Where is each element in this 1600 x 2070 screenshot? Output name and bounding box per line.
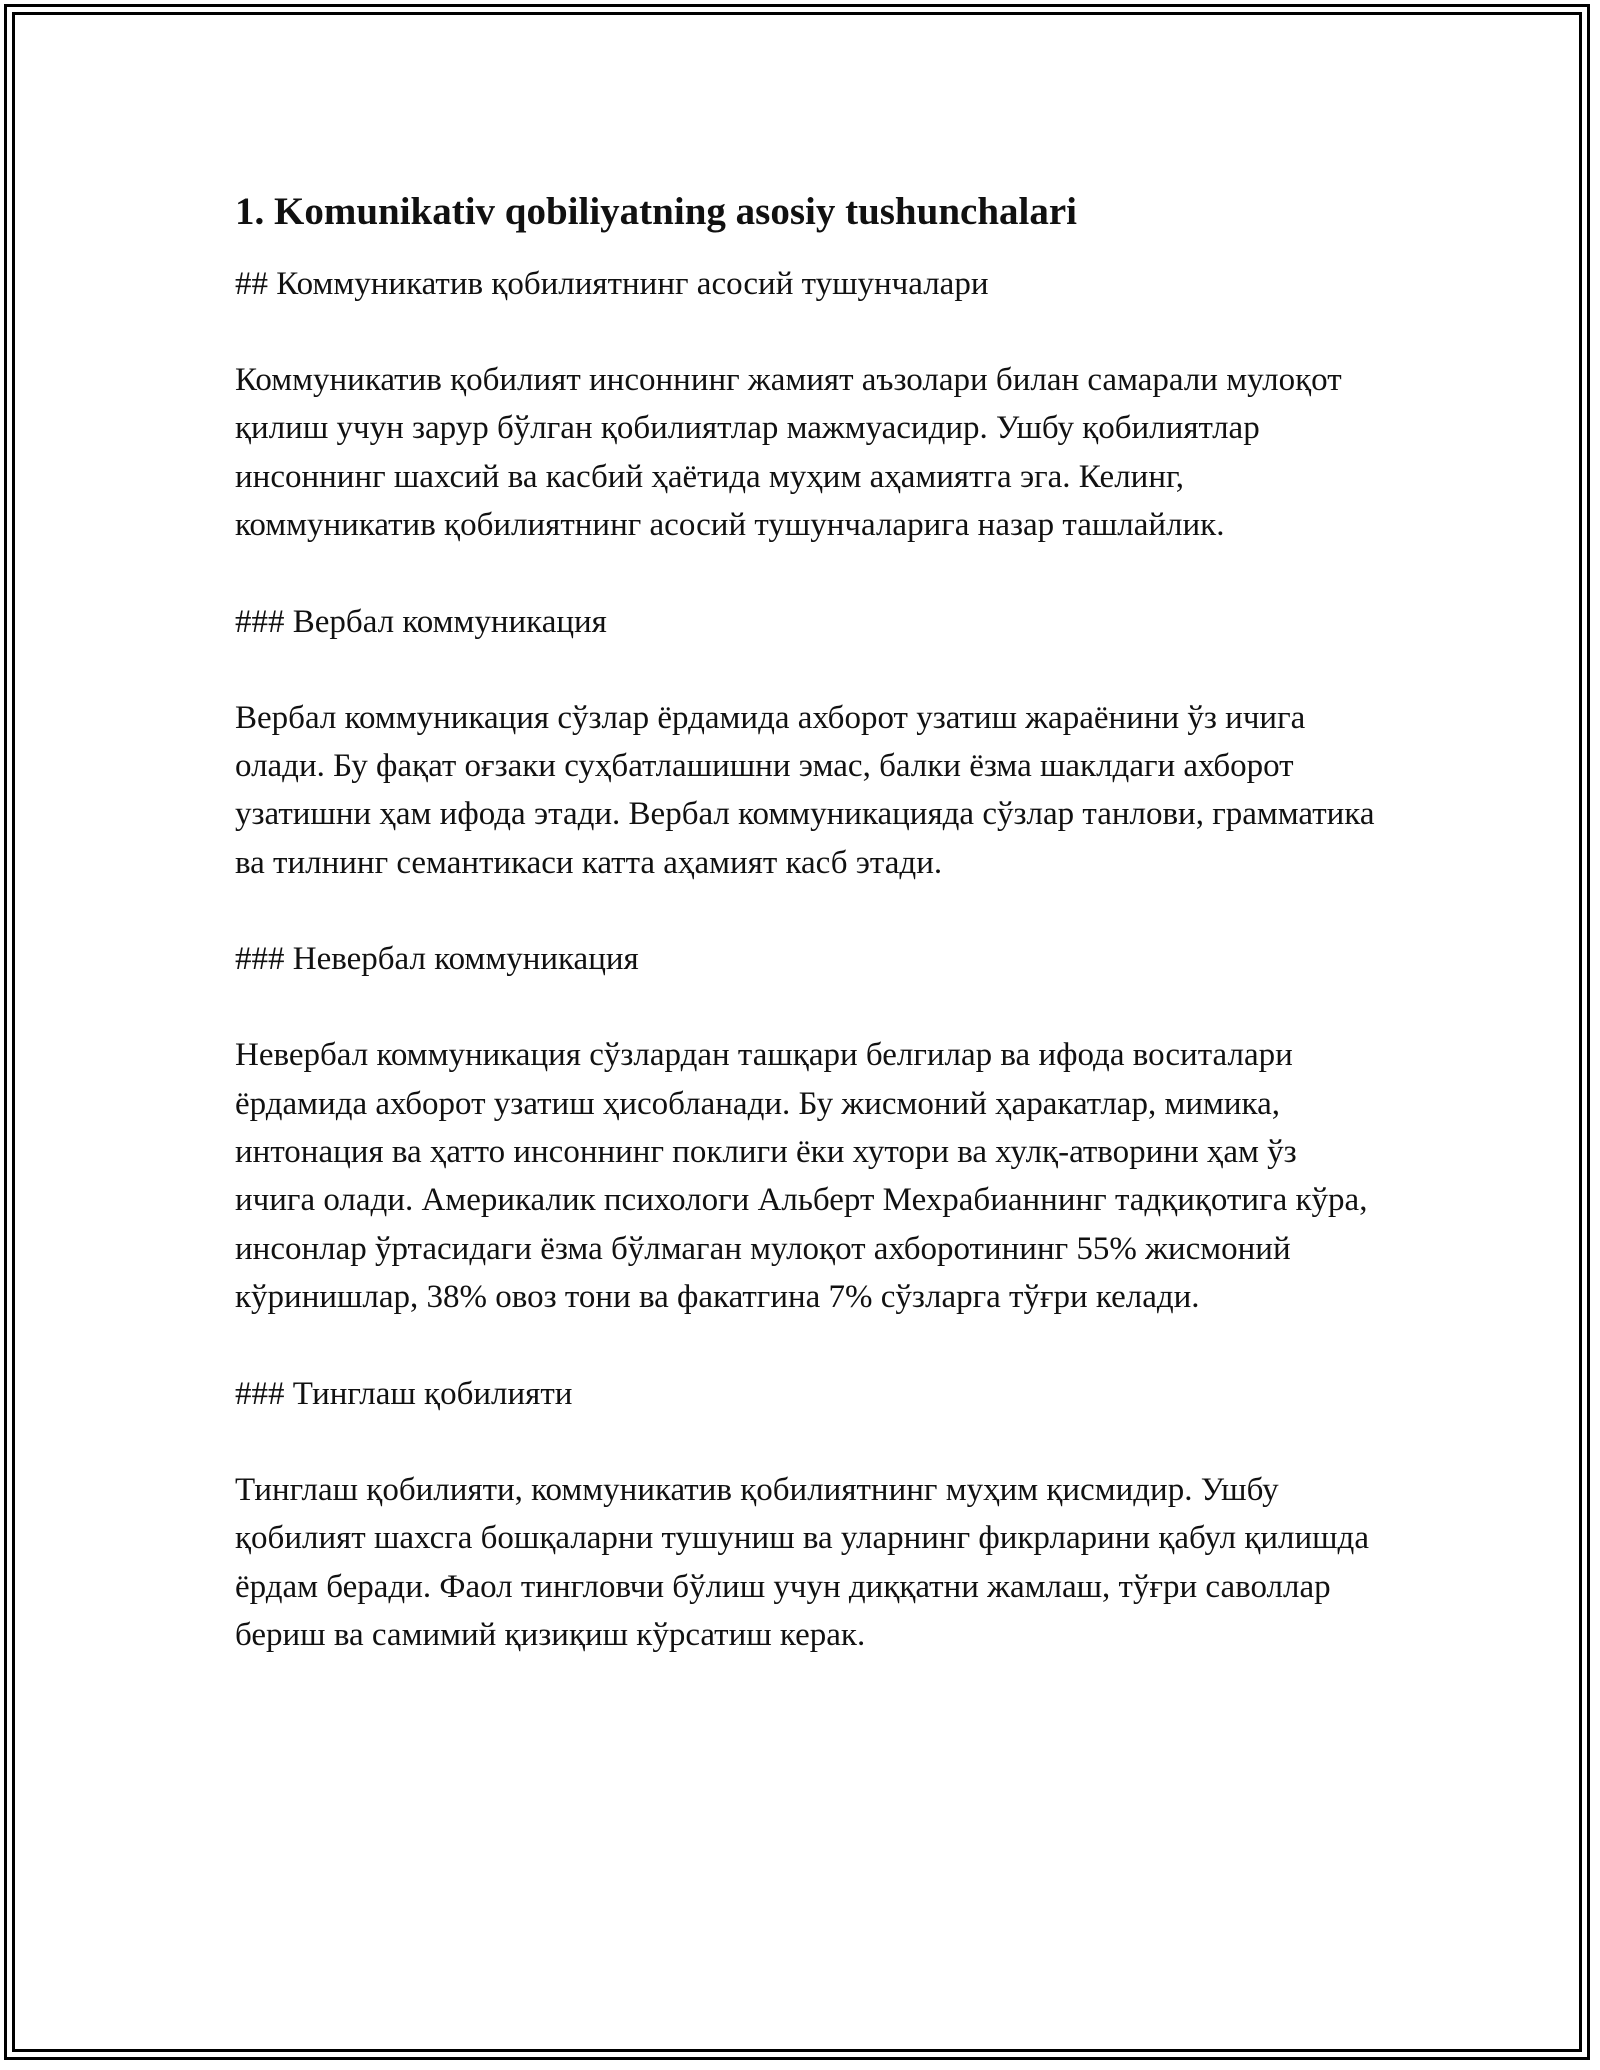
document-body: [235, 188, 1375, 1707]
subsection-heading-verbal: ### Вербал коммуникация: [235, 603, 607, 640]
paragraph-verbal: Вербал коммуникация сўзлар ёрдамида ахборот узатиш жараёнини ўз ичига олади. Бу фақат оғзаки суҳбатлашишни эмас, балки ёзма шаклдаги ахборот узатишни ҳам ифода этади. Вербал коммуникацияда сўзлар танлови, грамматика ва тилнинг семантикаси катта аҳамият касб этади.: [235, 699, 1375, 881]
paragraph-listening: Тинглаш қобилияти, коммуникатив қобилиятнинг муҳим қисмидир. Ушбу қобилият шахсга бошқаларни тушуниш ва уларнинг фикрларини қабул қилишда ёрдам беради. Фаол тингловчи бўлиш учун диққатни жамлаш, тўғри саволлар бериш ва самимий қизиқиш кўрсатиш керак.: [235, 1471, 1369, 1653]
intro-paragraph: Коммуникатив қобилият инсоннинг жамият аъзолари билан самарали мулоқот қилиш учун зарур бўлган қобилиятлар мажмуасидир. Ушбу қобилиятлар инсоннинг шахсий ва касбий ҳаётида муҳим аҳамиятга эга. Келинг, коммуникатив қобилиятнинг асосий тушунчаларига назар ташлайлик.: [235, 362, 1342, 544]
section-heading-main: ## Коммуникатив қобилиятнинг асосий тушунчалари: [235, 266, 989, 302]
paragraph-nonverbal: Невербал коммуникация сўзлардан ташқари белгилар ва ифода воситалари ёрдамида ахборот узатиш ҳисобланади. Бу жисмоний ҳаракатлар, мимика, интонация ва ҳатто инсоннинг поклиги ёки хутори ва хулқ-атворини ҳам ўз ичига олади. Америкалик психологи Альберт Мехрабианнинг тадқиқотига кўра, инсонлар ўртасидаги ёзма бўлмаган мулоқот ахборотининг 55% жисмоний кўринишлар, 38% овоз тони ва факатгина 7% сўзларга тўғри келади.: [235, 1037, 1368, 1316]
document-title: 1. Komunikativ qobiliyatning asosiy tushunchalari: [235, 190, 1077, 233]
subsection-heading-nonverbal: ### Невербал коммуникация: [235, 941, 639, 978]
subsection-heading-listening: ### Тинглаш қобилияти: [235, 1375, 573, 1412]
